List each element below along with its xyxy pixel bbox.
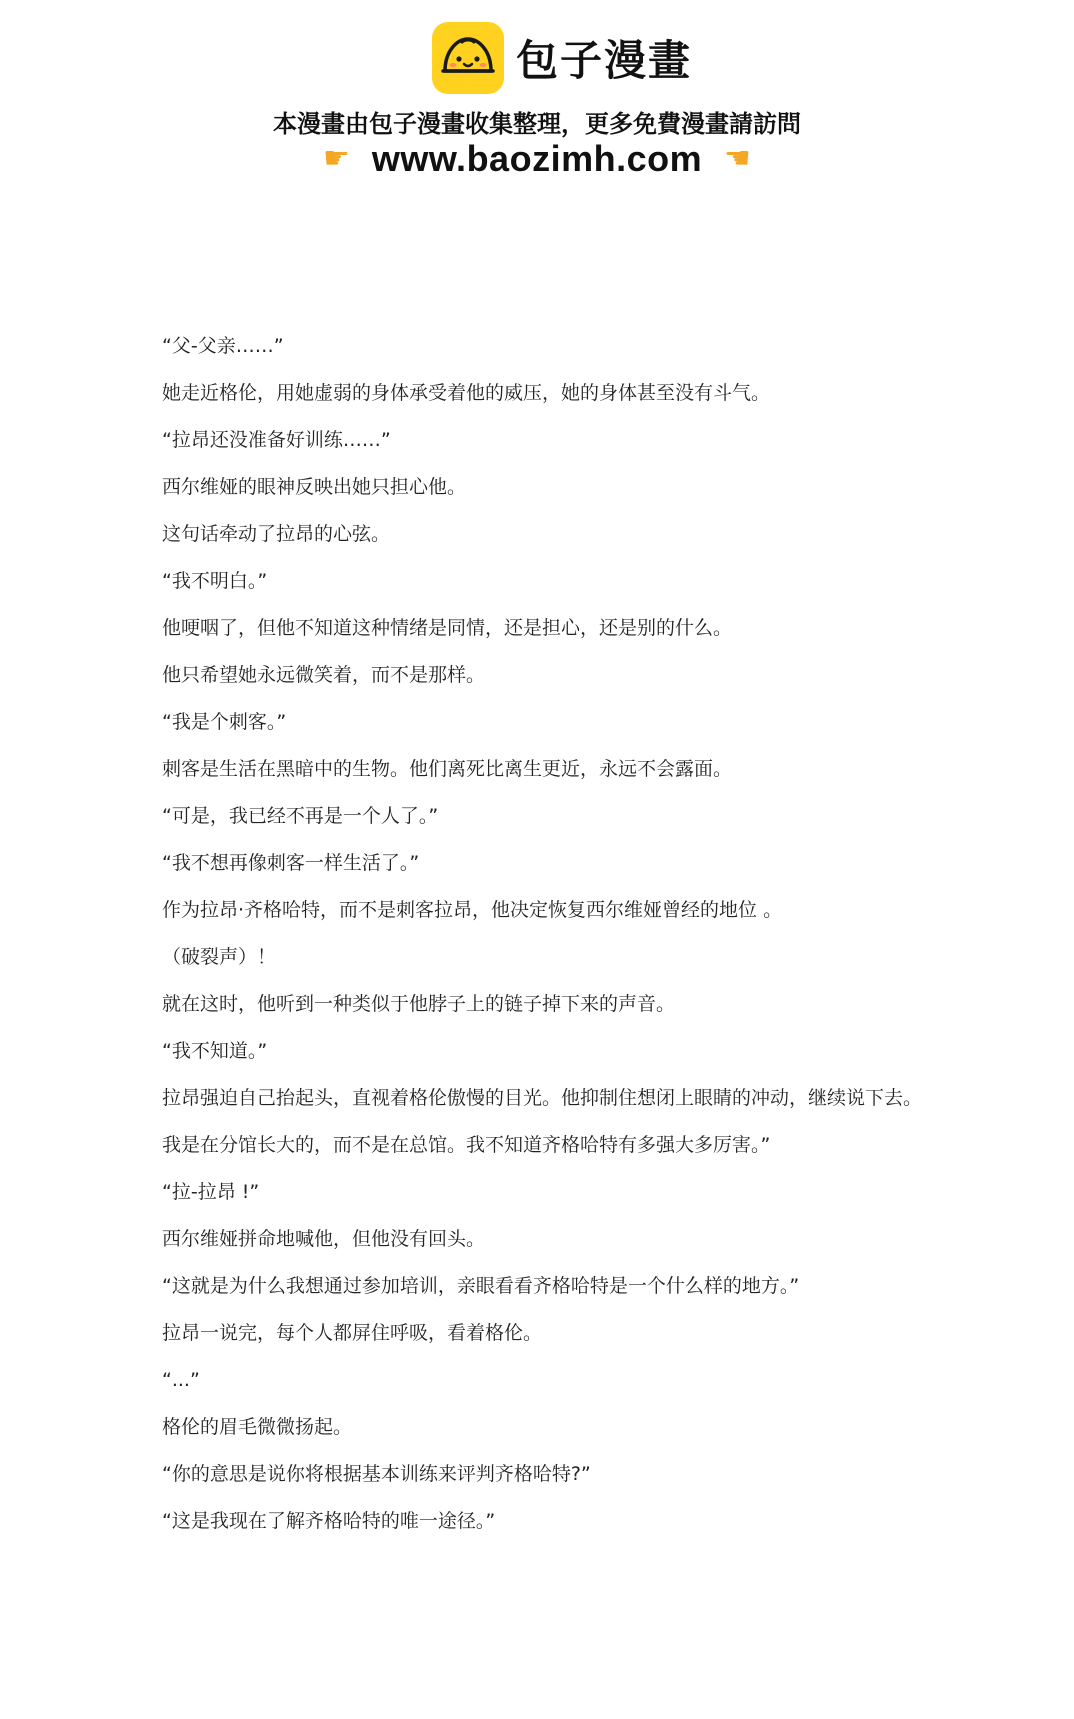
brand[interactable] xyxy=(432,22,692,94)
paragraph: 她走近格伦，用她虚弱的身体承受着他的威压，她的身体甚至没有斗气。 xyxy=(162,382,771,404)
paragraph: “我不知道。” xyxy=(162,1040,268,1062)
pointing-hand-icon: ☛ xyxy=(322,141,350,176)
paragraph: “我是个刺客。” xyxy=(162,711,287,733)
paragraph: “你的意思是说你将根据基本训练来评判齐格哈特?” xyxy=(162,1463,591,1485)
tagline: 本漫畫由包子漫畫收集整理，更多免費漫畫請訪問 xyxy=(273,110,801,138)
paragraph: 就在这时，他听到一种类似于他脖子上的链子掉下来的声音。 xyxy=(162,993,676,1015)
paragraph: “这就是为什么我想通过参加培训，亲眼看看齐格哈特是一个什么样的地方。” xyxy=(162,1275,800,1297)
paragraph: “...” xyxy=(162,1369,200,1391)
paragraph: 西尔维娅的眼神反映出她只担心他。 xyxy=(162,476,467,498)
paragraph: “可是，我已经不再是一个人了。” xyxy=(162,805,439,827)
paragraph: 他哽咽了，但他不知道这种情绪是同情，还是担心，还是别的什么。 xyxy=(162,617,733,639)
paragraph: “我不想再像刺客一样生活了。” xyxy=(162,852,420,874)
paragraph: 格伦的眉毛微微扬起。 xyxy=(162,1416,353,1438)
paragraph: 西尔维娅拼命地喊他，但他没有回头。 xyxy=(162,1228,486,1250)
paragraph: 拉昂强迫自己抬起头，直视着格伦傲慢的目光。他抑制住想闭上眼睛的冲动，继续说下去。 xyxy=(162,1087,923,1109)
bun-face-icon xyxy=(432,22,504,94)
paragraph: “拉昂还没准备好训练……” xyxy=(162,429,391,451)
paragraph: 刺客是生活在黑暗中的生物。他们离死比离生更近，永远不会露面。 xyxy=(162,758,733,780)
paragraph: “这是我现在了解齐格哈特的唯一途径。” xyxy=(162,1510,496,1532)
brand-name: 包子漫畫 xyxy=(516,36,693,85)
paragraph: 我是在分馆长大的，而不是在总馆。我不知道齐格哈特有多强大多厉害。” xyxy=(162,1134,771,1156)
paragraph: 这句话牵动了拉昂的心弦。 xyxy=(162,523,391,545)
url-row xyxy=(0,136,1074,182)
paragraph: 拉昂一说完，每个人都屏住呼吸，看着格伦。 xyxy=(162,1322,543,1344)
paragraph: （破裂声）！ xyxy=(162,946,277,968)
paragraph: 他只希望她永远微笑着，而不是那样。 xyxy=(162,664,486,686)
site-url-link[interactable]: www.baozimh.com xyxy=(371,138,703,179)
paragraph: “父-父亲……” xyxy=(162,335,284,357)
site-header xyxy=(0,0,1074,190)
chapter-text xyxy=(162,330,922,1552)
pointing-hand-icon: ☛ xyxy=(724,141,751,176)
paragraph: “我不明白。” xyxy=(162,570,268,592)
paragraph: “拉-拉昂 !” xyxy=(162,1181,260,1203)
paragraph: 作为拉昂·齐格哈特，而不是刺客拉昂，他决定恢复西尔维娅曾经的地位 。 xyxy=(162,899,783,921)
